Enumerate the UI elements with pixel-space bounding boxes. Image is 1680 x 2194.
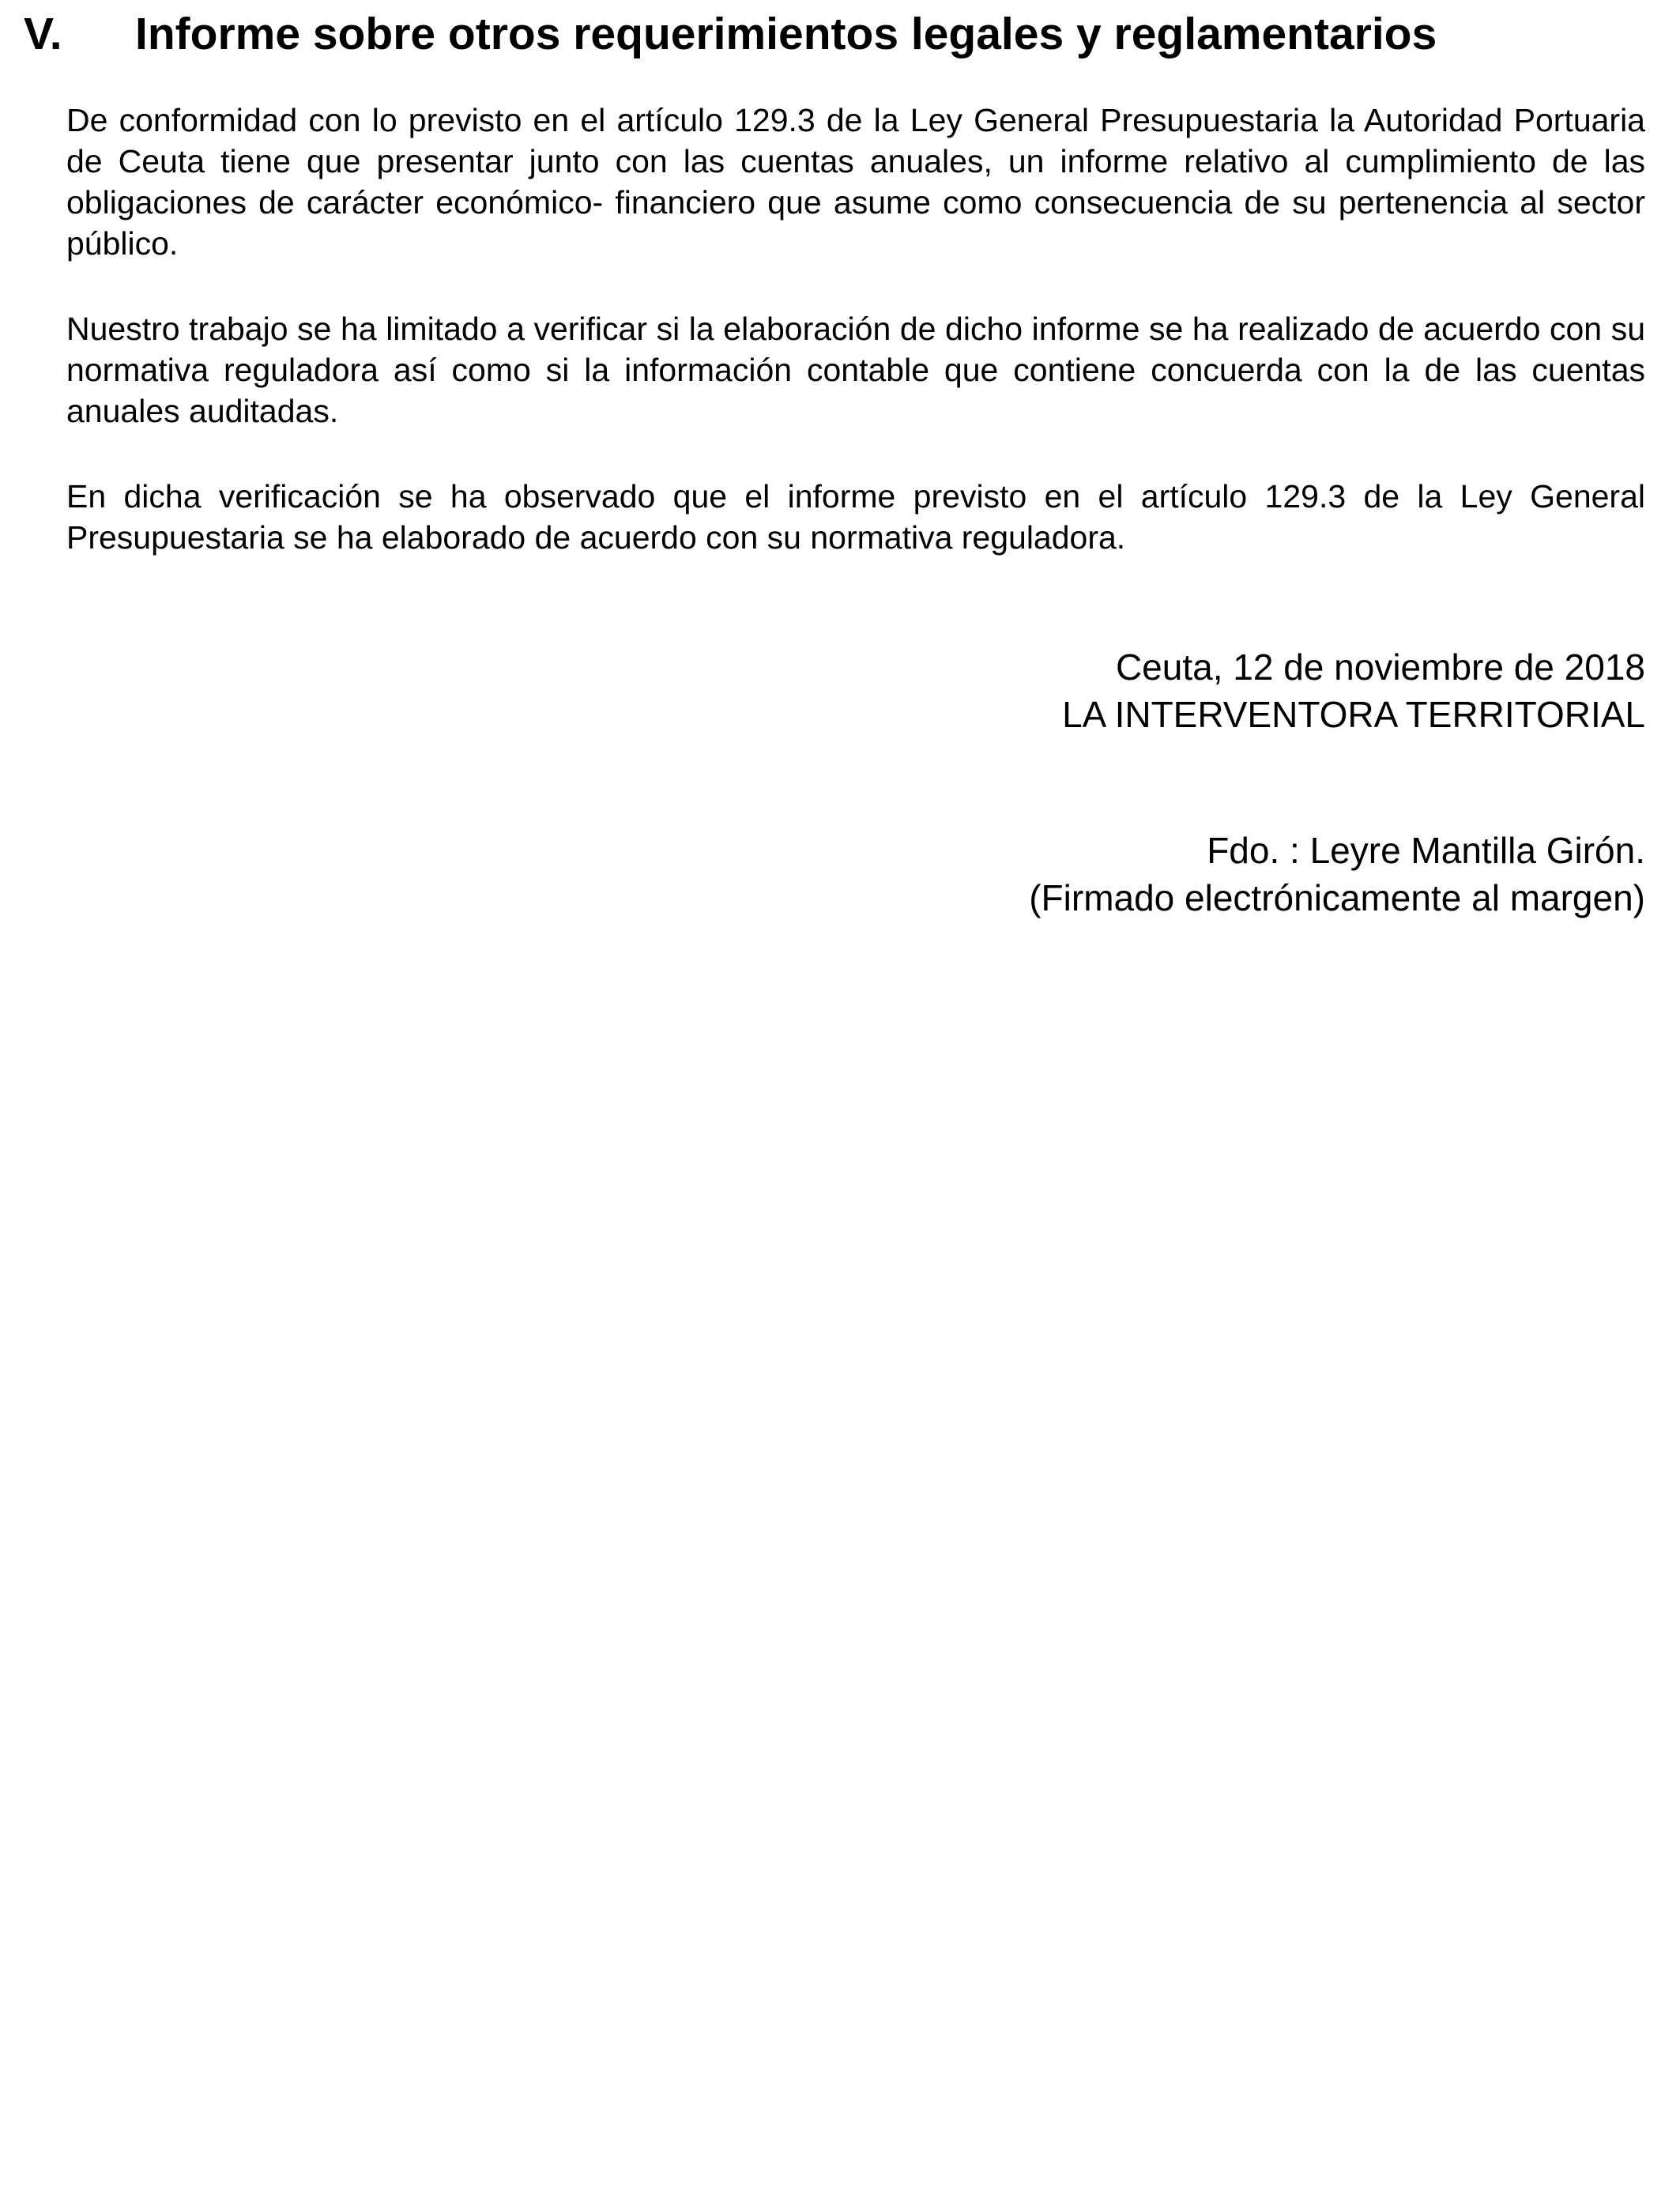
signer-role: LA INTERVENTORA TERRITORIAL [1062, 694, 1645, 735]
place-date: Ceuta, 12 de noviembre de 2018 [1115, 647, 1645, 688]
closing-block [697, 643, 1645, 738]
signature-note: (Firmado electrónicamente al margen) [1029, 877, 1645, 918]
signature-line: Fdo. : Leyre Mantilla Girón. [1207, 830, 1645, 871]
paragraph-2: Nuestro trabajo se ha limitado a verificar si la elaboración de dicho informe se ha realizado de acuerdo con su normativa reguladora así como si la información contable que contiene concuerda con la de las cuentas anuales auditadas. [66, 311, 1645, 429]
section-heading [24, 8, 1652, 60]
section-number: V. [24, 9, 62, 59]
paragraph-1: De conformidad con lo previsto en el artículo 129.3 de la Ley General Presupuestaria la Autoridad Portuaria de Ceuta tiene que presentar junto con las cuentas anuales, un informe relativo al cumplimiento de las obligaciones de carácter económico- financiero que asume como consecuencia de su pertenencia al sector público. [66, 102, 1645, 262]
paragraph-3: En dicha verificación se ha observado que el informe previsto en el artículo 129.3 de la Ley General Presupuestaria se ha elaborado de acuerdo con su normativa reguladora. [66, 478, 1645, 556]
section-title: Informe sobre otros requerimientos legales y reglamentarios [135, 9, 1437, 59]
signature-block [697, 827, 1645, 922]
